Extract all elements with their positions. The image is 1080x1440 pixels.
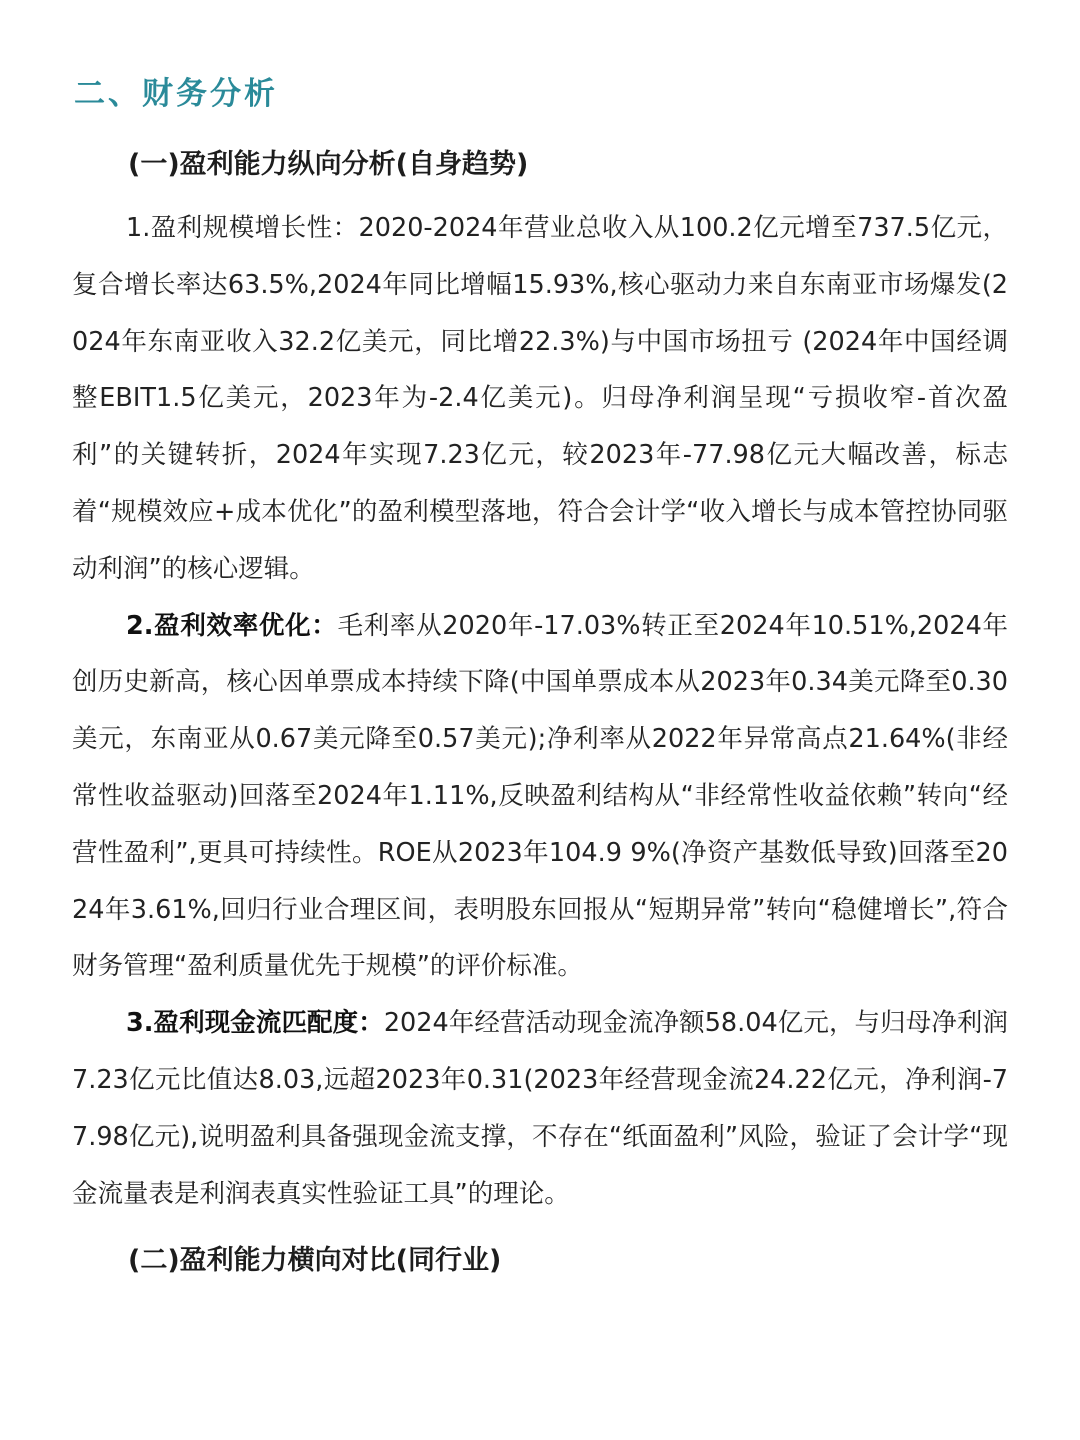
paragraph-cashflow-match [72,995,1008,1222]
paragraph-text: 1.盈利规模增长性：2020-2024年营业总收入从100.2亿元增至737.5亿元，复合增长率达63.5%,2024年同比增幅15.93%,核心驱动力来自东南亚市场爆发(2024年东南亚收入32.2亿美元，同比增22.3%)与中国市场扭亏 (2024年中国经调整EBIT1.5亿美元，2023年为-2.4亿美元)。归母净利润呈现“亏损收窄-首次盈利”的关键转折，2024年实现7.23亿元，较2023年-77.98亿元大幅改善，标志着“规模效应+成本优化”的盈利模型落地，符合会计学“收入增长与成本管控协同驱动利润”的核心逻辑。 [72,213,1008,584]
paragraph-lead: 3.盈利现金流匹配度： [126,1008,384,1039]
paragraph-text: 毛利率从2020年-17.03%转正至2024年10.51%,2024年创历史新高，核心因单票成本持续下降(中国单票成本从2023年0.34美元降至0.30美元，东南亚从0.67美元降至0.57美元);净利率从2022年异常高点21.64%(非经常性收益驱动)回落至2024年1.11%,反映盈利结构从“非经常性收益依赖”转向“经营性盈利”,更具可持续性。ROE从2023年104.9 9%(净资产基数低导致)回落至2024年3.61%,回归行业合理区间，表明股东回报从“短期异常”转向“稳健增长”,符合财务管理“盈利质量优先于规模”的评价标准。 [72,610,1008,982]
section-title: 二、财务分析 [74,76,278,112]
paragraph-profit-efficiency [72,598,1008,996]
paragraph-lead: 2.盈利效率优化： [126,610,338,641]
subsection-title-horizontal: (二)盈利能力横向对比(同行业) [128,1245,502,1277]
paragraph-text: 2024年经营活动现金流净额58.04亿元，与归母净利润7.23亿元比值达8.03,远超2023年0.31(2023年经营现金流24.22亿元，净利润-77.98亿元),说明盈利具备强现金流支撑，不存在“纸面盈利”风险，验证了会计学“现金流量表是利润表真实性验证工具”的理论。 [72,1008,1008,1209]
paragraph-profit-scale [72,200,1008,598]
subsection-title-vertical: (一)盈利能力纵向分析(自身趋势) [128,149,529,180]
